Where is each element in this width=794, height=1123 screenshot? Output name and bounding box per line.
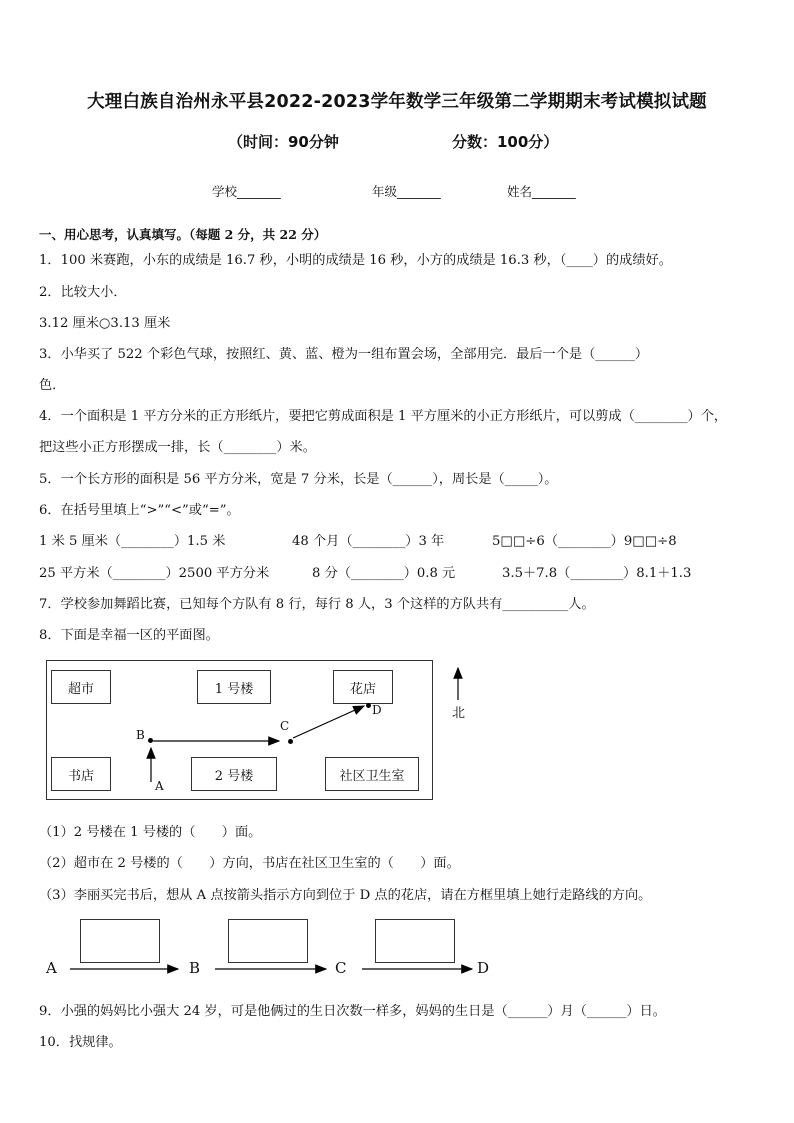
- point-d-label: D: [372, 703, 382, 717]
- point-c-label: C: [280, 719, 290, 733]
- question-8-2: （2）超市在 2 号楼的（ ）方向，书店在社区卫生室的（ ）面。: [39, 856, 460, 871]
- question-4-line1: 4．一个面积是 1 平方分米的正方形纸片，要把它剪成面积是 1 平方厘米的小正方形纸片，可以剪成（________）个，: [39, 409, 728, 424]
- section-heading: 一、用心思考，认真填写。（每题 2 分，共 22 分）: [39, 227, 327, 242]
- q6-row2-item2: 8 分（________）0.8 元: [312, 566, 456, 581]
- exam-time: （时间：90分钟: [228, 133, 339, 151]
- exam-title: 大理白族自治州永平县2022-2023学年数学三年级第二学期期末考试模拟试题: [87, 92, 707, 112]
- question-2-item: 3.12 厘米○3.13 厘米: [39, 316, 171, 331]
- point-b-label: B: [136, 728, 145, 742]
- map-bookstore: 书店: [51, 757, 111, 791]
- question-8-1: （1）2 号楼在 1 号楼的（ ）面。: [39, 825, 262, 840]
- map-supermarket: 超市: [51, 670, 111, 704]
- route-a: A: [46, 959, 57, 977]
- question-7: 7．学校参加舞蹈比赛，已知每个方队有 8 行，每行 8 人，3 个这样的方队共有__________人。: [39, 597, 595, 612]
- q6-row2-item1: 25 平方米（________）2500 平方分米: [39, 566, 270, 581]
- q6-row2-item3: 3.5＋7.8（________）8.1＋1.3: [502, 566, 692, 581]
- question-4-line2: 把这些小正方形摆成一排，长（________）米。: [39, 440, 316, 455]
- route-c: C: [335, 959, 347, 977]
- map-building-1: 1 号楼: [197, 670, 271, 704]
- question-6: 6．在括号里填上“>”“<”或“=”。: [39, 503, 240, 518]
- map-flower-shop: 花店: [333, 670, 393, 704]
- north-label: 北: [452, 706, 466, 721]
- question-3-line2: 色．: [39, 378, 66, 393]
- q6-row1-item1: 1 米 5 厘米（________）1.5 米: [39, 534, 226, 549]
- grade-field: 年级_______: [372, 184, 441, 199]
- point-a-label: A: [155, 779, 164, 793]
- question-1: 1．100 米赛跑，小东的成绩是 16.7 秒，小明的成绩是 16 秒，小方的成绩是 16.3 秒，（____）的成绩好。: [39, 253, 672, 268]
- question-2: 2．比较大小．: [39, 285, 127, 300]
- route-b: B: [189, 959, 201, 977]
- route-d: D: [477, 959, 490, 977]
- question-9: 9．小强的妈妈比小强大 24 岁，可是他俩过的生日次数一样多，妈妈的生日是（______）月（______）日。: [39, 1004, 666, 1019]
- map-clinic: 社区卫生室: [325, 757, 419, 791]
- question-5: 5．一个长方形的面积是 56 平方分米，宽是 7 分米，长是（______），周长是（_____）。: [39, 472, 558, 487]
- question-3-line1: 3．小华买了 522 个彩色气球，按照红、黄、蓝、橙为一组布置会场，全部用完．最后一个是（______）: [39, 347, 649, 362]
- question-8-3: （3）李丽买完书后，想从 A 点按箭头指示方向到位于 D 点的花店，请在方框里填上她行走路线的方向。: [39, 888, 652, 903]
- exam-score: 分数：100分）: [452, 133, 559, 151]
- question-10: 10．找规律。: [39, 1035, 122, 1050]
- question-8: 8．下面是幸福一区的平面图。: [39, 628, 219, 643]
- q6-row1-item3: 5□□÷6（________）9□□÷8: [492, 534, 677, 549]
- map-building-2: 2 号楼: [191, 757, 277, 791]
- q6-row1-item2: 48 个月（________）3 年: [292, 534, 445, 549]
- name-field: 姓名_______: [507, 184, 576, 199]
- school-field: 学校_______: [212, 184, 281, 199]
